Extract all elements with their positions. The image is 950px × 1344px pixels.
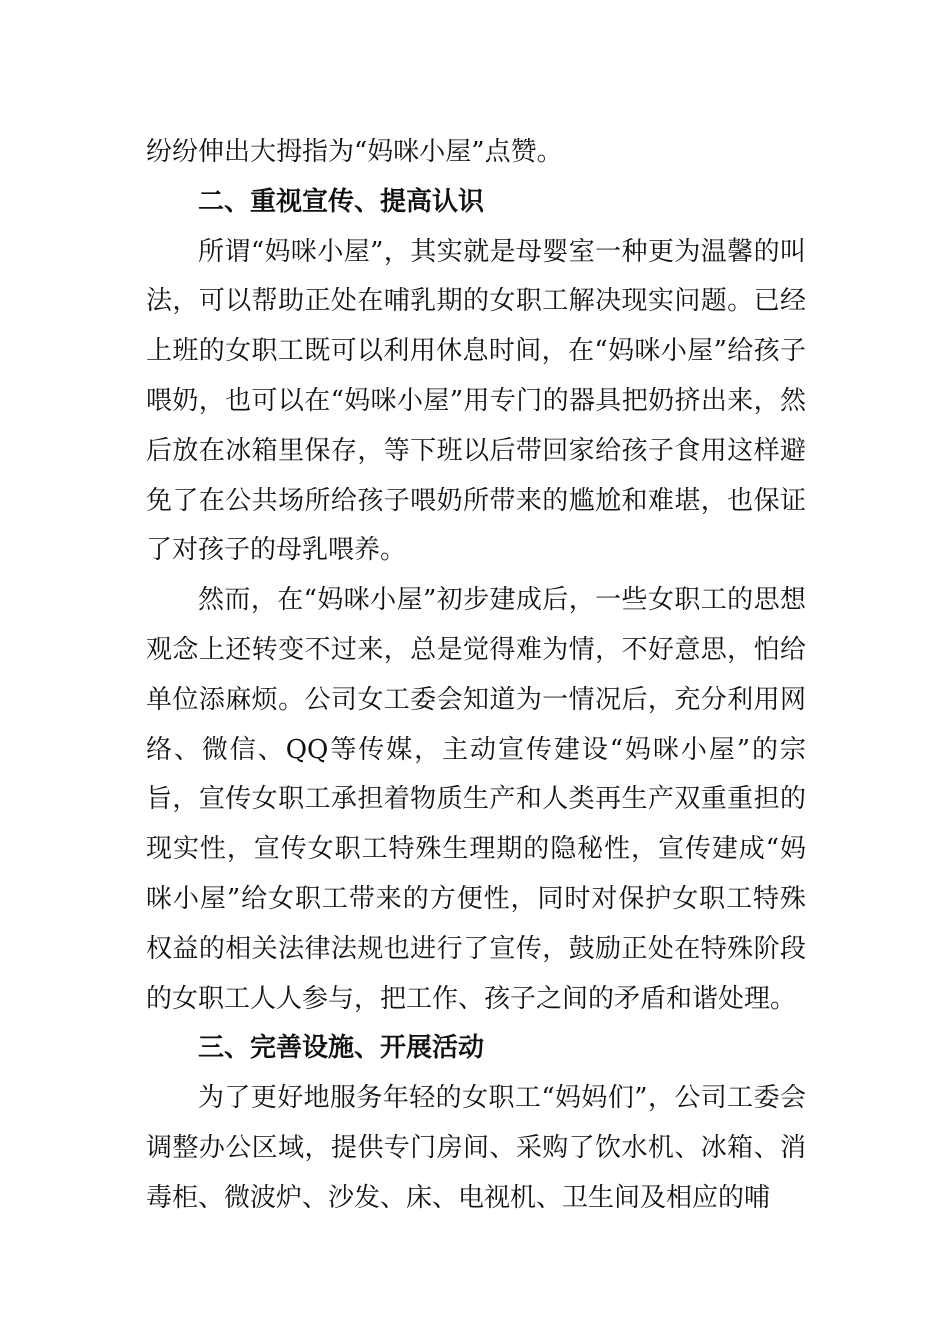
paragraph-mommy-room-definition: 所谓“妈咪小屋”，其实就是母婴室一种更为温馨的叫法，可以帮助正处在哺乳期的女职工解决现实问题。已经上班的女职工既可以利用休息时间，在“妈咪小屋”给孩子喂奶，也可以在“妈咪小屋”用专门的器具把奶挤出来，然后放在冰箱里保存，等下班以后带回家给孩子食用这样避免了在公共场所给孩子喂奶所带来的尴尬和难堪，也保证了对孩子的母乳喂养。 <box>146 236 806 566</box>
paragraph-publicity: 然而，在“妈咪小屋”初步建成后，一些女职工的思想观念上还转变不过来，总是觉得难为情，不好意思，怕给单位添麻烦。公司女工委会知道为一情况后，充分利用网络、微信、QQ等传媒，主动宣传建设“妈咪小屋”的宗旨，宣传女职工承担着物质生产和人类再生产双重重担的现实性，宣传女职工特殊生理期的隐秘性，宣传建成“妈咪小屋”给女职工带来的方便性，同时对保护女职工特殊权益的相关法律法规也进行了宣传，鼓励正处在特殊阶段的女职工人人参与，把工作、孩子之间的矛盾和谐处理。 <box>146 585 806 1014</box>
paragraph-facilities: 为了更好地服务年轻的女职工“妈妈们”，公司工委会调整办公区域，提供专门房间、采购了饮水机、冰箱、消毒柜、微波炉、沙发、床、电视机、卫生间及相应的哺 <box>146 1083 806 1213</box>
document-body <box>146 128 806 1224</box>
section-heading-3: 三、完善设施、开展活动 <box>198 1033 485 1064</box>
paragraph-continued: 纷纷伸出大拇指为“妈咪小屋”点赞。 <box>146 137 563 167</box>
section-heading-2: 二、重视宣传、提高认识 <box>198 186 485 217</box>
